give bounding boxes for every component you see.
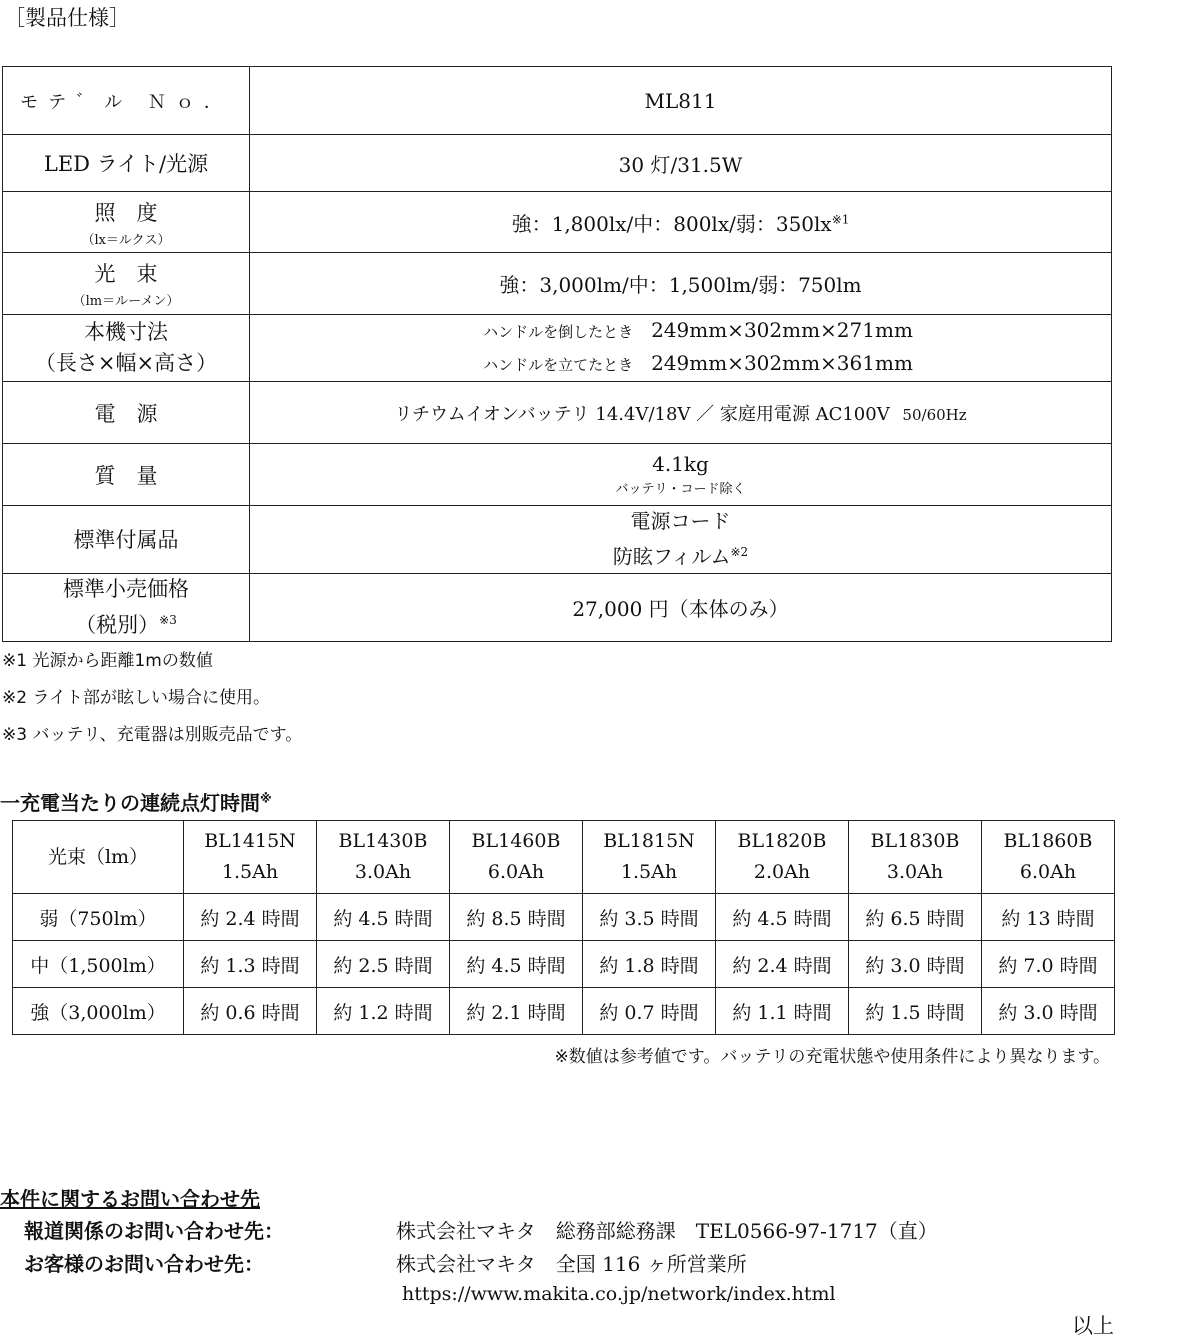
- press-contact-label: 報道関係のお問い合わせ先：: [24, 1219, 284, 1243]
- end-mark: 以上: [1072, 1314, 1114, 1338]
- spec-label-flux: 光 束 （lm＝ルーメン）: [3, 253, 250, 315]
- spec-label-price: 標準小売価格 （税別）$^{※3}$: [3, 573, 250, 641]
- battery-header: BL1815N 1.5Ah: [583, 821, 716, 894]
- battery-header: BL1415N 1.5Ah: [184, 821, 317, 894]
- spec-value-model: ML811: [250, 67, 1112, 135]
- runtime-cell: 約 2.5 時間: [317, 941, 450, 988]
- runtime-row-low: [13, 894, 1115, 941]
- runtime-table: [12, 820, 1115, 1035]
- runtime-row-high: [13, 988, 1115, 1035]
- spec-label-led: LED ライト/光源: [3, 135, 250, 192]
- battery-header: BL1430B 3.0Ah: [317, 821, 450, 894]
- spec-value-illuminance: 強：1,800lx/中：800lx/弱：$350lx^{※1}$: [250, 192, 1112, 253]
- runtime-cell: 約 2.4 時間: [184, 894, 317, 941]
- runtime-cell: 約 2.1 時間: [450, 988, 583, 1035]
- runtime-title: 一充電当たりの連続点灯時間※: [0, 791, 272, 815]
- runtime-row-label: 中（1,500lm）: [13, 941, 184, 988]
- footnote-3: ※3 バッテリ、充電器は別販売品です。: [2, 725, 303, 745]
- spec-label-illuminance: 照 度 （lx＝ルクス）: [3, 192, 250, 253]
- runtime-header-row: [13, 821, 1115, 894]
- customer-contact-value: 株式会社マキタ 全国 116 ヶ所営業所: [396, 1252, 747, 1276]
- runtime-row-label: 強（3,000lm）: [13, 988, 184, 1035]
- spec-value-accessories: 電源コード 防眩フィルム$^{※2}$: [250, 506, 1112, 574]
- battery-header: BL1820B 2.0Ah: [716, 821, 849, 894]
- runtime-cell: 約 0.6 時間: [184, 988, 317, 1035]
- runtime-cell: 約 13 時間: [982, 894, 1115, 941]
- runtime-cell: 約 1.8 時間: [583, 941, 716, 988]
- runtime-cell: 約 3.5 時間: [583, 894, 716, 941]
- contact-url-link[interactable]: https://www.makita.co.jp/network/index.html: [402, 1283, 836, 1305]
- runtime-cell: 約 0.7 時間: [583, 988, 716, 1035]
- spec-label-power: 電 源: [3, 382, 250, 444]
- runtime-cell: 約 4.5 時間: [317, 894, 450, 941]
- runtime-cell: 約 2.4 時間: [716, 941, 849, 988]
- spec-value-price: 27,000 円（本体のみ）: [250, 573, 1112, 641]
- spec-value-power: リチウムイオンバッテリ 14.4V/18V ／ 家庭用電源 AC100V 50/60Hz: [250, 382, 1112, 444]
- runtime-cell: 約 4.5 時間: [716, 894, 849, 941]
- battery-header: BL1830B 3.0Ah: [849, 821, 982, 894]
- runtime-cell: 約 3.0 時間: [849, 941, 982, 988]
- spec-label-size: 本機寸法 （長さ×幅×高さ）: [3, 315, 250, 382]
- runtime-cell: 約 7.0 時間: [982, 941, 1115, 988]
- runtime-cell: 約 3.0 時間: [982, 988, 1115, 1035]
- spec-row-price: [3, 573, 1112, 641]
- spec-row-model: [3, 67, 1112, 135]
- spec-value-size: ハンドルを倒したとき 249mm×302mm×271mm ハンドルを立てたとき 249mm×302mm×361mm: [250, 315, 1112, 382]
- customer-contact-label: お客様のお問い合わせ先：: [24, 1252, 264, 1276]
- runtime-cell: 約 6.5 時間: [849, 894, 982, 941]
- spec-row-illuminance: [3, 192, 1112, 253]
- spec-value-mass: 4.1kg バッテリ・コード除く: [250, 444, 1112, 506]
- footnote-2: ※2 ライト部が眩しい場合に使用。: [2, 688, 270, 708]
- runtime-corner-label: 光束（lm）: [13, 821, 184, 894]
- battery-header: BL1460B 6.0Ah: [450, 821, 583, 894]
- spec-row-led: [3, 135, 1112, 192]
- runtime-cell: 約 1.2 時間: [317, 988, 450, 1035]
- spec-row-flux: [3, 253, 1112, 315]
- runtime-cell: 約 1.5 時間: [849, 988, 982, 1035]
- runtime-cell: 約 4.5 時間: [450, 941, 583, 988]
- spec-row-mass: [3, 444, 1112, 506]
- runtime-disclaimer: ※数値は参考値です。バッテリの充電状態や使用条件により異なります。: [554, 1047, 1110, 1067]
- runtime-row-label: 弱（750lm）: [13, 894, 184, 941]
- footnote-1: ※1 光源から距離1mの数値: [2, 651, 213, 671]
- runtime-cell: 約 1.1 時間: [716, 988, 849, 1035]
- spec-label-accessories: 標準付属品: [3, 506, 250, 574]
- runtime-cell: 約 1.3 時間: [184, 941, 317, 988]
- spec-value-flux: 強：3,000lm/中：1,500lm/弱：750lm: [250, 253, 1112, 315]
- runtime-cell: 約 8.5 時間: [450, 894, 583, 941]
- spec-label-model: モテ゛ル Ｎｏ．: [3, 67, 250, 135]
- spec-row-power: [3, 382, 1112, 444]
- spec-label-mass: 質 量: [3, 444, 250, 506]
- spec-value-led: 30 灯/31.5W: [250, 135, 1112, 192]
- battery-header: BL1860B 6.0Ah: [982, 821, 1115, 894]
- spec-row-accessories: [3, 506, 1112, 574]
- section-heading: ［製品仕様］: [4, 6, 130, 30]
- spec-table: [2, 66, 1112, 642]
- press-contact-value: 株式会社マキタ 総務部総務課 TEL0566-97-1717（直）: [396, 1219, 938, 1243]
- runtime-row-mid: [13, 941, 1115, 988]
- contact-title: 本件に関するお問い合わせ先: [0, 1187, 260, 1211]
- spec-row-size: [3, 315, 1112, 382]
